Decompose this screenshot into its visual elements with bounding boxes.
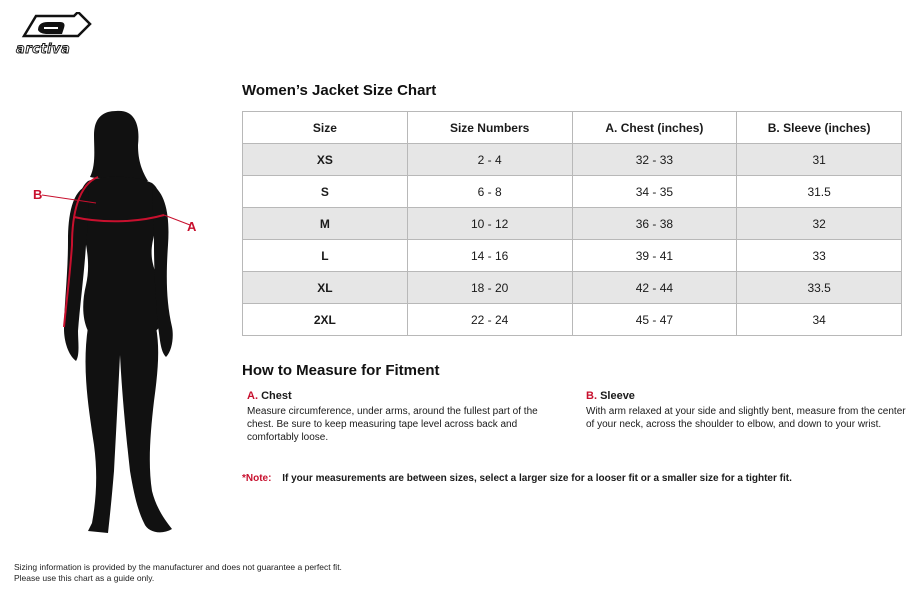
fit-note [242, 473, 792, 484]
disclaimer [14, 562, 342, 584]
cell-sleeve: 31 [737, 144, 902, 176]
header-chest: A. Chest (inches) [572, 112, 737, 144]
cell-size: XS [243, 144, 408, 176]
table-row [243, 240, 902, 272]
measure-chest-block [247, 390, 567, 444]
cell-size-numbers: 6 - 8 [407, 176, 572, 208]
cell-size-numbers: 10 - 12 [407, 208, 572, 240]
label-chest-marker: A [187, 219, 197, 234]
measure-chest-heading [247, 390, 567, 403]
note-label: *Note: [242, 473, 272, 484]
label-sleeve-marker: B [33, 187, 43, 202]
measure-chest-name: Chest [261, 390, 292, 402]
cell-sleeve: 31.5 [737, 176, 902, 208]
measure-chest-letter: A. [247, 390, 258, 402]
disclaimer-line-2: Please use this chart as a guide only. [14, 573, 155, 583]
table-row [243, 176, 902, 208]
cell-size: 2XL [243, 304, 408, 336]
cell-sleeve: 32 [737, 208, 902, 240]
cell-chest: 36 - 38 [572, 208, 737, 240]
measure-sleeve-letter: B. [586, 390, 597, 402]
brand-logo [14, 12, 106, 56]
cell-chest: 39 - 41 [572, 240, 737, 272]
table-row [243, 208, 902, 240]
header-sleeve: B. Sleeve (inches) [737, 112, 902, 144]
cell-size: M [243, 208, 408, 240]
cell-size: L [243, 240, 408, 272]
table-row [243, 304, 902, 336]
cell-chest: 32 - 33 [572, 144, 737, 176]
cell-size-numbers: 2 - 4 [407, 144, 572, 176]
table-header-row [243, 112, 902, 144]
measure-chest-text: Measure circumference, under arms, around the fullest part of the chest. Be sure to keep measuring tape level across back and comfortably loose. [247, 406, 538, 443]
table-row [243, 272, 902, 304]
cell-sleeve: 33 [737, 240, 902, 272]
header-size: Size [243, 112, 408, 144]
measure-sleeve-text: With arm relaxed at your side and slightly bent, measure from the center of your neck, across the shoulder to elbow, and down to your wrist. [586, 406, 906, 430]
measure-sleeve-name: Sleeve [600, 390, 635, 402]
cell-chest: 34 - 35 [572, 176, 737, 208]
cell-chest: 42 - 44 [572, 272, 737, 304]
note-text: If your measurements are between sizes, select a larger size for a looser fit or a smaller size for a tighter fit. [282, 473, 792, 484]
table-row [243, 144, 902, 176]
cell-size-numbers: 18 - 20 [407, 272, 572, 304]
cell-sleeve: 34 [737, 304, 902, 336]
body-silhouette [30, 105, 210, 540]
measure-sleeve-block [586, 390, 906, 431]
cell-chest: 45 - 47 [572, 304, 737, 336]
logo-wordmark: arctiva [16, 42, 71, 56]
cell-sleeve: 33.5 [737, 272, 902, 304]
cell-size: S [243, 176, 408, 208]
size-table [242, 111, 902, 336]
cell-size-numbers: 14 - 16 [407, 240, 572, 272]
measure-sleeve-heading [586, 390, 906, 403]
howto-title: How to Measure for Fitment [242, 362, 440, 379]
cell-size-numbers: 22 - 24 [407, 304, 572, 336]
cell-size: XL [243, 272, 408, 304]
disclaimer-line-1: Sizing information is provided by the manufacturer and does not guarantee a perfect fit. [14, 562, 342, 572]
chart-title: Women’s Jacket Size Chart [242, 82, 437, 99]
header-size-numbers: Size Numbers [407, 112, 572, 144]
